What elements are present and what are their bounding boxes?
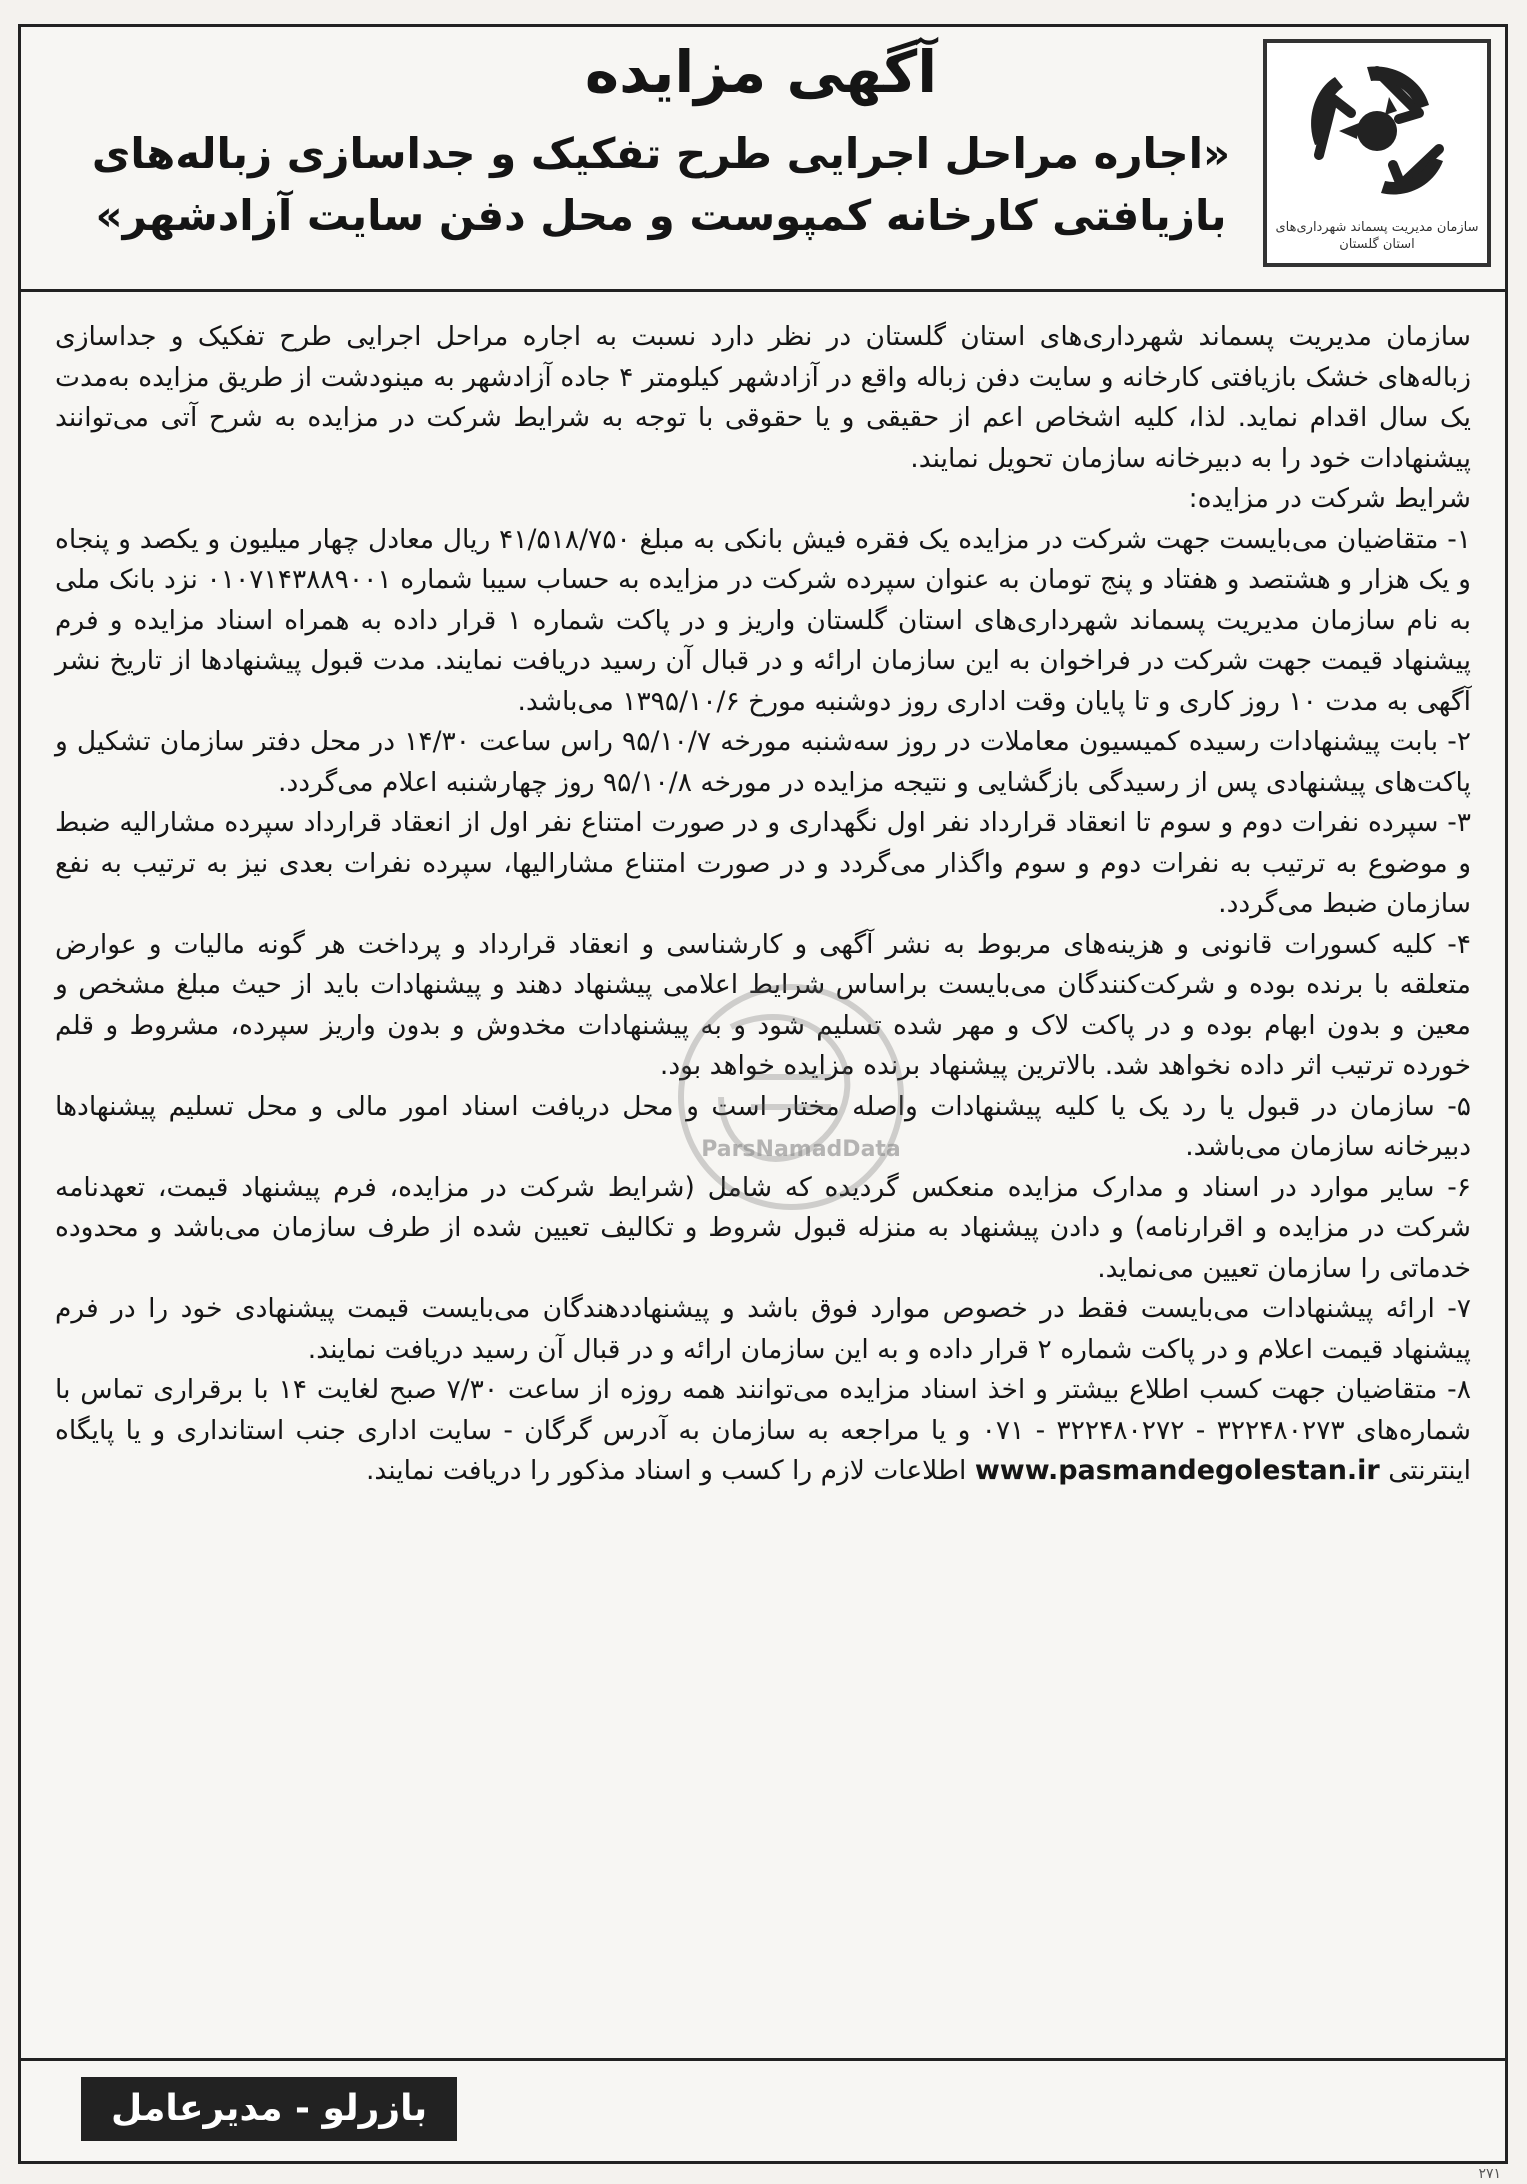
website-link[interactable]: www.pasmandegolestan.ir — [974, 1455, 1380, 1486]
notice-header — [21, 27, 1505, 292]
intro-paragraph: سازمان مدیریت پسماند شهرداری‌های استان گلستان در نظر دارد نسبت به اجاره مراحل اجرایی طرح تفکیک و جداسازی زباله‌های خشک بازیافتی کارخانه و سایت دفن زباله واقع در آزادشهر کیلومتر ۴ جاده آزادشهر به مینودشت از طریق مزایده به‌مدت یک سال اقدام نماید. لذا، کلیه اشخاص اعم از حقیقی و یا حقوقی با توجه به شرایط شرکت در مزایده به شرح آتی می‌توانند پیشنهادات خود را به دبیرخانه سازمان تحویل نمایند. — [55, 321, 1471, 474]
condition-item-2: ۲- بابت پیشنهادات رسیده کمیسیون معاملات در روز سه‌شنبه مورخه ۹۵/۱۰/۷ راس ساعت ۱۴/۳۰ در محل دفتر سازمان تشکیل و پاکت‌های پیشنهادی پس از رسیدگی بازگشایی و نتیجه مزایده در مورخه ۹۵/۱۰/۸ روز چهارشنبه اعلام می‌گردد. — [55, 726, 1472, 798]
notice-footer — [21, 2058, 1505, 2161]
item8-text-end: اطلاعات لازم را کسب و اسناد مذکور را دریافت نمایند. — [365, 1455, 967, 1486]
condition-item-1: ۱- متقاضیان می‌بایست جهت شرکت در مزایده یک فقره فیش بانکی به مبلغ ۴۱/۵۱۸/۷۵۰ ریال معادل چهار میلیون و یکصد و پنجاه و یک هزار و هشتصد و هفتاد و پنج تومان به عنوان سپرده شرکت در مزایده به حساب سیبا شماره ۰۱۰۷۱۴۳۸۸۹۰۰۱ نزد بانک ملی به نام سازمان مدیریت پسماند شهرداری‌های استان گلستان واریز و در پاکت شماره ۱ قرار داده به همراه اسناد مزایده و فرم پیشنهاد قیمت جهت شرکت در فراخوان به این سازمان ارائه و در قبال آن رسید دریافت نمایند. مدت قبول پیشنهادها از تاریخ نشر آگهی به مدت ۱۰ روز کاری و تا پایان وقت اداری روز دوشنبه مورخ ۱۳۹۵/۱۰/۶ می‌باشد. — [55, 523, 1471, 717]
condition-item-3: ۳- سپرده نفرات دوم و سوم تا انعقاد قرارداد نفر اول نگهداری و در صورت امتناع نفر اول از انعقاد قرارداد سپرده مشارالیه ضبط و موضوع به ترتیب به نفرات دوم و سوم واگذار می‌گردد و در صورت امتناع مشارالیها، سپرده نفرات بعدی نیز به ترتیب به نفع سازمان ضبط می‌گردد. — [55, 807, 1471, 919]
watermark-text: ParsNamadData — [701, 1137, 901, 1162]
condition-item-8 — [55, 1370, 1471, 1492]
conditions-heading: شرایط شرکت در مزایده: — [1188, 483, 1471, 514]
recycling-logo-icon — [1289, 53, 1465, 203]
logo-caption: سازمان مدیریت پسماند شهرداری‌های استان گلستان — [1275, 220, 1479, 252]
notice-sheet — [18, 24, 1508, 2164]
notice-title: آگهی مزایده — [584, 38, 938, 106]
notice-body — [55, 317, 1471, 1492]
organization-logo — [1263, 39, 1491, 267]
notice-subtitle: «اجاره مراحل اجرایی طرح تفکیک و جداسازی زباله‌های بازیافتی کارخانه کمپوست و محل دفن سایت آزادشهر» — [91, 129, 1231, 240]
condition-item-7: ۷- ارائه پیشنهادات می‌بایست فقط در خصوص موارد فوق باشد و پیشنهاددهندگان می‌بایست قیمت پیشنهادی خود را در فرم پیشنهاد قیمت اعلام و در پاکت شماره ۲ قرار داده و به این سازمان ارائه و در قبال آن رسید دریافت نمایند. — [55, 1293, 1471, 1365]
condition-item-6: ۶- سایر موارد در اسناد و مدارک مزایده منعکس گردیده که شامل (شرایط شرکت در مزایده، فرم پیشنهاد قیمت، تعهدنامه شرکت در مزایده و اقرارنامه) و دادن پیشنهاد به منزله قبول شروط و تکالیف تعیین شده از طرف سازمان می‌باشد و محدوده خدماتی را سازمان تعیین می‌نماید. — [55, 1171, 1471, 1284]
signatory-label: بازرلو - مدیرعامل — [81, 2077, 457, 2141]
page-number: ۲۷۱ — [1478, 2166, 1501, 2182]
condition-item-4: ۴- کلیه کسورات قانونی و هزینه‌های مربوط به نشر آگهی و کارشناسی و انعقاد قرارداد و پرداخت هر گونه مالیات و عوارض متعلقه با برنده بوده و شرکت‌کنندگان می‌بایست براساس شرایط اعلامی پیشنهاد دهند و پیشنهادات باید از حیث مبلغ مشخص و معین و بدون ابهام بوده و در پاکت لاک و مهر شده تسلیم شود و به پیشنهادات مخدوش و بدون واریز سپرده، مشروط و قلم خورده ترتیب اثر داده نخواهد شد. بالاترین پیشنهاد برنده مزایده خواهد بود. — [55, 928, 1471, 1081]
item8-text-start: ۸- متقاضیان جهت کسب اطلاع بیشتر و اخذ اسناد مزایده می‌توانند همه روزه از ساعت ۷/۳۰ صبح لغایت ۱۴ با برقراری تماس با شماره‌های ۳۲۲۴۸۰۲۷۳ - ۳۲۲۴۸۰۲۷۲ - ۰۷۱ و یا مراجعه به سازمان به آدرس گرگان - سایت اداری جنب استانداری و یا پایگاه اینترنتی — [55, 1374, 1471, 1486]
condition-item-5: ۵- سازمان در قبول یا رد یک یا کلیه پیشنهادات واصله مختار است و محل دریافت اسناد امور مالی و محل تسلیم پیشنهادها دبیرخانه سازمان می‌باشد. — [55, 1090, 1471, 1162]
